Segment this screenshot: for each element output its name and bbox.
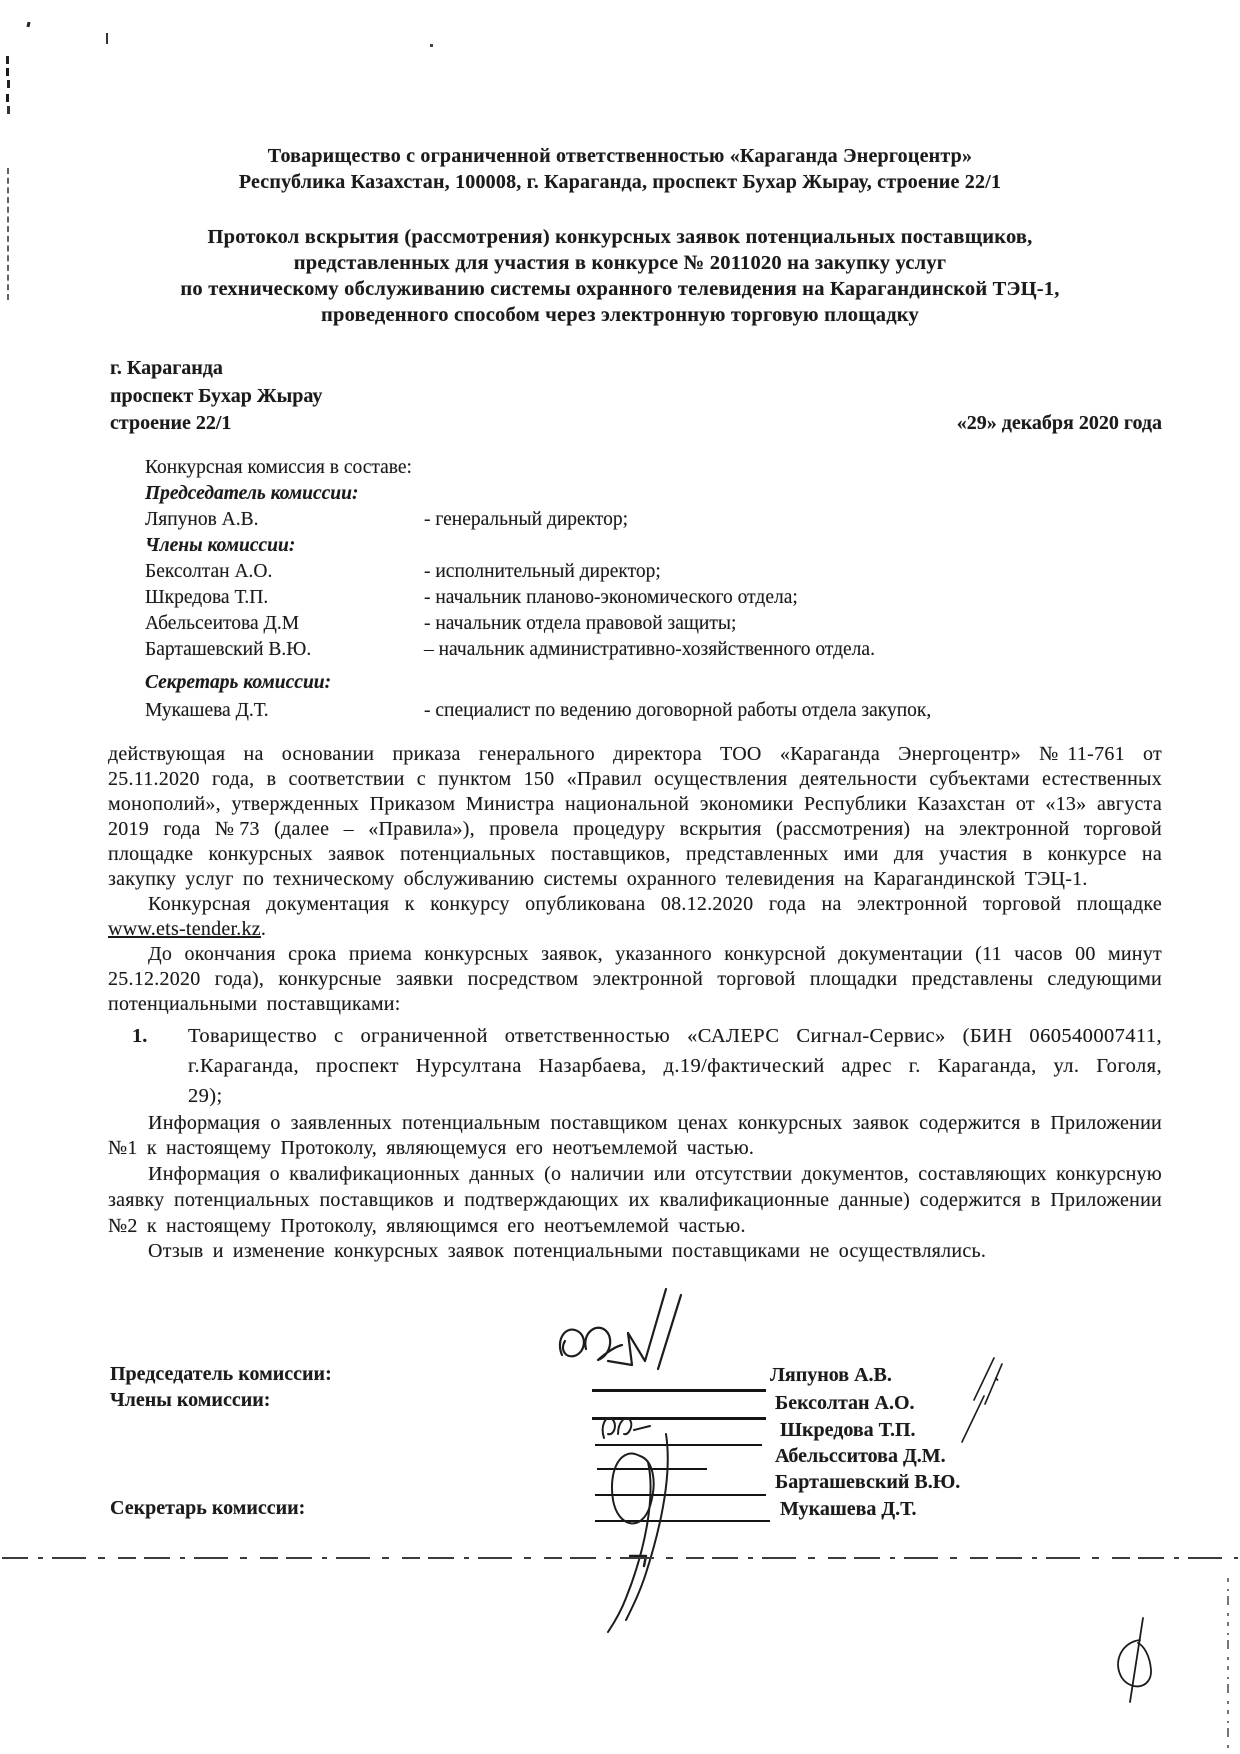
place-street: проспект Бухар Жырау <box>110 384 323 407</box>
place-building: строение 22/1 <box>110 412 232 434</box>
publication-paragraph <box>108 892 1162 942</box>
members-signature-label: Члены комиссии: <box>110 1389 271 1411</box>
handwritten-signature-chair <box>548 1283 698 1388</box>
dashed-separator <box>0 1556 1240 1560</box>
supplier-list-item <box>108 1021 1162 1111</box>
title-line: по техническому обслуживанию системы охранного телевидения на Карагандинской ТЭЦ-1, <box>180 278 1060 300</box>
prices-info-paragraph: Информация о заявленных потенциальным поставщиком ценах конкурсных заявок содержится в Приложении №1 к настоящему Протоколу, являющемуся его неотъемлемой частью. <box>108 1112 1162 1159</box>
title-line: Протокол вскрытия (рассмотрения) конкурсных заявок потенциальных поставщиков, <box>207 226 1033 248</box>
commission-section <box>145 455 1155 724</box>
commission-member-row <box>145 585 1155 611</box>
handwritten-pen-strokes <box>938 1350 1013 1450</box>
deadline-paragraph: До окончания срока приема конкурсных заявок, указанного конкурсной документации (11 часов 00 минут 25.12.2020 года), конкурсные заявки посредством электронной торговой площадки представлены следующими потенциальными поставщиками: <box>108 943 1162 1015</box>
signature-line <box>592 1389 766 1392</box>
commission-member-row <box>145 507 1155 533</box>
chair-signature-label: Председатель комиссии: <box>110 1363 332 1385</box>
publication-period: . <box>260 918 267 940</box>
signatory-name: Абельсситова Д.М. <box>775 1445 946 1467</box>
place-block <box>110 355 322 438</box>
supplier-text: Товарищество с ограниченной ответственностью «САЛЕРС Сигнал-Сервис» (БИН 060540007411, г.Караганда, проспект Нурсултана Назарбаева, д.19/фактический адрес г. Караганда, ул. Гоголя, 29); <box>188 1025 1162 1107</box>
member-role: - начальник планово-экономического отдела; <box>424 587 798 608</box>
org-address-line: Республика Казахстан, 100008, г. Караганда, проспект Бухар Жырау, строение 22/1 <box>238 171 1002 193</box>
member-name: Барташевский В.Ю. <box>145 639 312 660</box>
member-name: Бексолтан А.О. <box>145 561 273 582</box>
qualification-info-paragraph: Информация о квалификационных данных (о наличии или отсутствии документов, составляющих конкурсную заявку потенциальных поставщиков и подтверждающих их квалификационные данные) содержится в Приложении №2 к настоящему Протоколу, являющимся его неотъемлемой частью. <box>108 1163 1162 1237</box>
member-name: Мукашева Д.Т. <box>145 700 269 721</box>
document-title <box>60 224 1180 328</box>
signatory-name: Бексолтан А.О. <box>775 1392 915 1414</box>
withdrawal-paragraph: Отзыв и изменение конкурсных заявок потенциальными поставщиками не осуществлялись. <box>148 1240 987 1262</box>
member-role: - генеральный директор; <box>424 509 629 530</box>
handwritten-mark-bottom <box>1096 1610 1171 1710</box>
signatory-name: Ляпунов А.В. <box>770 1364 892 1386</box>
commission-member-row <box>145 611 1155 637</box>
commission-intro: Конкурсная комиссия в составе: <box>145 457 412 478</box>
title-line: проведенного способом через электронную торговую площадку <box>321 304 919 326</box>
place-city: г. Караганда <box>110 357 223 379</box>
edge-scan-line <box>1224 1578 1232 1754</box>
member-role: – начальник административно-хозяйственного отдела. <box>424 639 875 660</box>
commission-members-heading: Члены комиссии: <box>145 535 296 556</box>
org-name-line: Товарищество с ограниченной ответственностью «Караганда Энергоцентр» <box>267 145 973 167</box>
org-header <box>60 143 1180 195</box>
title-line: представленных для участия в конкурсе № 2011020 на закупку услуг <box>293 252 947 274</box>
commission-member-row <box>145 698 1155 724</box>
commission-chair-heading: Председатель комиссии: <box>145 483 359 504</box>
basis-paragraph: действующая на основании приказа генерального директора ТОО «Караганда Энергоцентр» №11-761 от 25.11.2020 года, в соответствии с пунктом 150 «Правил осуществления деятельности субъектами естественных монополий», утвержденных Приказом Министра национальной экономики Республики Казахстан от «13» августа 2019 года №73 (далее – «Правила»), провела процедуру вскрытия (рассмотрения) на электронной торговой площадке конкурсных заявок потенциальных поставщиков, представленных ими для участия в конкурсе на закупку услуг по техническому обслуживанию системы охранного телевидения на Карагандинской ТЭЦ-1. <box>108 743 1162 890</box>
scan-artifact <box>26 22 30 28</box>
member-name: Ляпунов А.В. <box>145 509 259 530</box>
commission-member-row <box>145 637 1155 663</box>
member-role: - специалист по ведению договорной работы отдела закупок, <box>424 700 932 721</box>
signatory-name: Барташевский В.Ю. <box>775 1471 961 1493</box>
member-role: - исполнительный директор; <box>424 561 661 582</box>
supplier-number: 1. <box>132 1025 148 1047</box>
commission-secretary-heading: Секретарь комиссии: <box>145 672 332 693</box>
scan-artifact <box>6 56 9 64</box>
secretary-signature-label: Секретарь комиссии: <box>110 1497 306 1519</box>
handwritten-signature-secretary <box>578 1428 698 1638</box>
body-text <box>108 742 1162 1264</box>
protocol-date: «29» декабря 2020 года <box>956 412 1162 434</box>
scan-artifact <box>106 33 108 44</box>
commission-member-row <box>145 559 1155 585</box>
member-name: Шкредова Т.П. <box>145 587 269 608</box>
scan-artifact <box>7 168 9 300</box>
member-role: - начальник отдела правовой защиты; <box>424 613 737 634</box>
scan-artifact <box>430 44 433 47</box>
publication-text: Конкурсная документация к конкурсу опубликована 08.12.2020 года на электронной торговой площадке <box>148 893 1162 915</box>
signatory-name: Шкредова Т.П. <box>780 1419 916 1441</box>
ets-tender-link: www.ets-tender.kz <box>108 918 261 940</box>
signatory-name: Мукашева Д.Т. <box>780 1498 917 1520</box>
member-name: Абельсеитова Д.М <box>145 613 300 634</box>
